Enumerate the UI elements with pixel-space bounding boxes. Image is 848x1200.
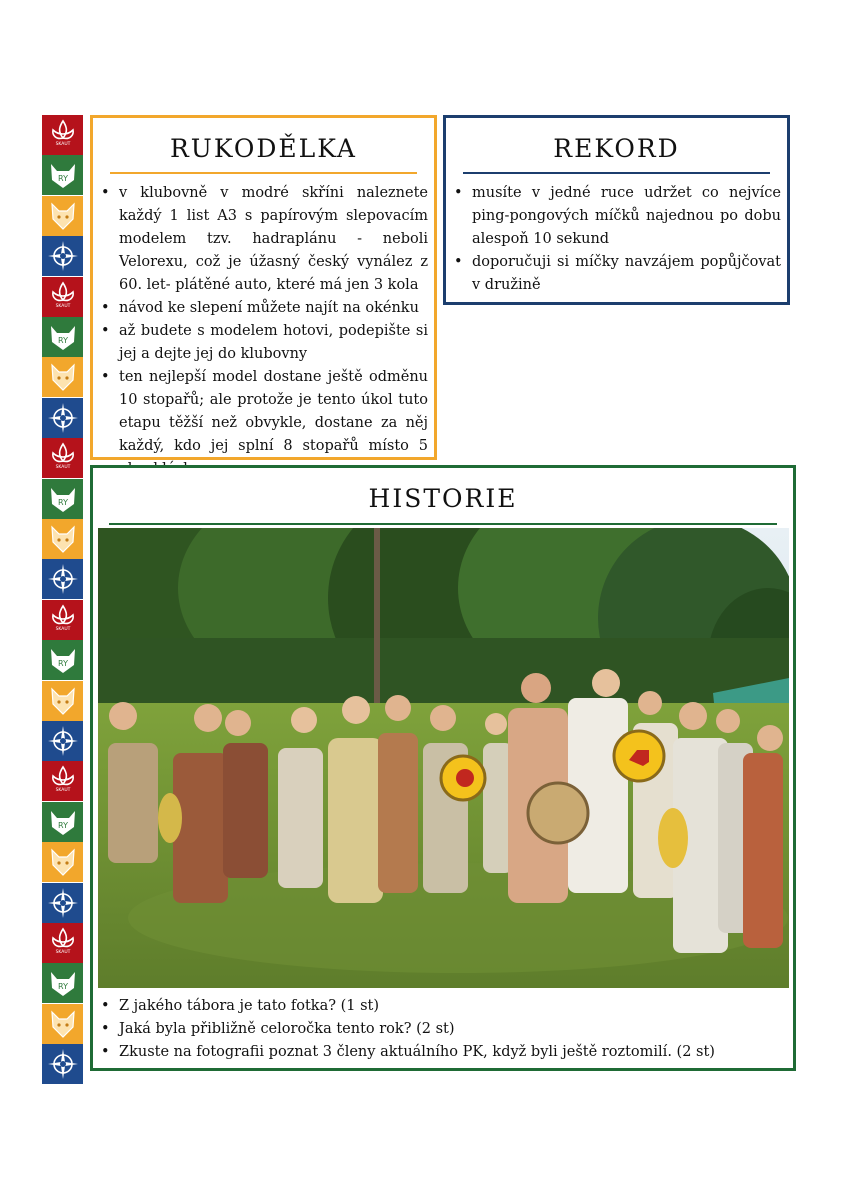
lily-icon bbox=[46, 764, 80, 798]
stripe-tile bbox=[42, 479, 83, 519]
stripe-tile bbox=[42, 721, 83, 761]
compass-icon bbox=[46, 886, 80, 920]
stripe-tile bbox=[42, 1004, 83, 1044]
svg-text:RY: RY bbox=[57, 659, 68, 669]
fox-icon bbox=[46, 845, 80, 879]
svg-text:SKAUT: SKAUT bbox=[55, 303, 70, 309]
historie-divider bbox=[109, 523, 777, 525]
stripe-tile bbox=[42, 761, 83, 801]
svg-text:SKAUT: SKAUT bbox=[55, 788, 70, 794]
compass-icon bbox=[46, 1047, 80, 1081]
lynx-icon bbox=[46, 158, 80, 192]
stripe-tile bbox=[42, 842, 83, 882]
historie-questions bbox=[97, 995, 787, 1064]
lynx-icon bbox=[46, 966, 80, 1000]
stripe-tile bbox=[42, 600, 83, 640]
fox-icon bbox=[46, 360, 80, 394]
rukodelka-item: • v klubovně v modré skříni naleznete každý 1 list A3 s papírovým slepovacím modelem tzv. hadraplánu - neboli Velorexu, což je úžasný český vynález z 60. let- plátěné auto, které má jen 3 kola bbox=[97, 182, 428, 297]
svg-text:RY: RY bbox=[57, 982, 68, 992]
svg-text:RY: RY bbox=[57, 336, 68, 345]
rekord-section bbox=[443, 115, 790, 305]
lily-icon bbox=[46, 926, 80, 960]
lynx-icon bbox=[46, 805, 80, 839]
historie-question: • Zkuste na fotografii poznat 3 členy aktuálního PK, když byli ještě roztomilí. (2 st) bbox=[97, 1041, 787, 1064]
fox-icon bbox=[46, 1007, 80, 1041]
stripe-tile bbox=[42, 802, 83, 842]
stripe-tile bbox=[42, 883, 83, 923]
rekord-item: • musíte v jedné ruce udržet co nejvíce ping-pongových míčků najednou po dobu alespoň 10 sekund bbox=[450, 182, 781, 251]
svg-text:RY: RY bbox=[57, 820, 68, 830]
fox-icon bbox=[46, 684, 80, 718]
stripe-tile bbox=[42, 115, 83, 155]
fox-icon bbox=[46, 522, 80, 556]
svg-text:RY: RY bbox=[57, 174, 68, 184]
stripe-tile bbox=[42, 196, 83, 236]
stripe-tile bbox=[42, 277, 83, 317]
compass-icon bbox=[46, 562, 80, 596]
rekord-divider bbox=[463, 172, 770, 174]
compass-icon bbox=[46, 401, 80, 435]
svg-text:SKAUT: SKAUT bbox=[55, 465, 70, 471]
rukodelka-item: • ten nejlepší model dostane ještě odměnu 10 stopařů; ale protože je tento úkol tuto etapu těžší než obvykle, dostane za něj každý, kdo jej splní 8 stopařů místo 5 bbox=[97, 366, 428, 481]
rukodelka-divider bbox=[110, 172, 417, 174]
rukodelka-list bbox=[97, 182, 428, 481]
camp-photo bbox=[98, 528, 789, 988]
stripe-tile bbox=[42, 963, 83, 1003]
svg-text:SKAUT: SKAUT bbox=[55, 142, 70, 147]
svg-text:SKAUT: SKAUT bbox=[55, 950, 70, 955]
historie-title: HISTORIE bbox=[368, 484, 518, 513]
stripe-tile bbox=[42, 681, 83, 721]
stripe-tile bbox=[42, 155, 83, 195]
rekord-title: REKORD bbox=[553, 134, 680, 163]
camp-photo-illustration bbox=[98, 528, 789, 988]
stripe-tile bbox=[42, 519, 83, 559]
compass-icon bbox=[46, 239, 80, 273]
stripe-tile bbox=[42, 438, 83, 478]
rukodelka-title: RUKODĚLKA bbox=[169, 134, 357, 163]
stripe-tile bbox=[42, 317, 83, 357]
stripe-tile bbox=[42, 640, 83, 680]
rukodelka-item: • až budete s modelem hotovi, podepište si jej a dejte jej do klubovny bbox=[97, 320, 428, 366]
lily-icon bbox=[46, 441, 80, 475]
rukodelka-item: • návod ke slepení můžete najít na okénku bbox=[97, 297, 428, 320]
rukodelka-section bbox=[90, 115, 437, 460]
compass-icon bbox=[46, 724, 80, 758]
svg-text:SKAUT: SKAUT bbox=[55, 626, 70, 632]
stripe-tile bbox=[42, 559, 83, 599]
rekord-item: • doporučuji si míčky navzájem popůjčovat v družině bbox=[450, 251, 781, 297]
lynx-icon bbox=[46, 643, 80, 677]
stripe-tile bbox=[42, 398, 83, 438]
lily-icon bbox=[46, 603, 80, 637]
stripe-tile bbox=[42, 236, 83, 276]
lynx-icon bbox=[46, 320, 80, 354]
historie-question: • Jaká byla přibližně celoročka tento rok? (2 st) bbox=[97, 1018, 787, 1041]
stripe-tile bbox=[42, 923, 83, 963]
lily-icon bbox=[46, 118, 80, 152]
stripe-tile bbox=[42, 1044, 83, 1084]
decorative-stripe bbox=[42, 115, 83, 1085]
rekord-list bbox=[450, 182, 781, 297]
fox-icon bbox=[46, 199, 80, 233]
stripe-tile bbox=[42, 357, 83, 397]
svg-text:RY: RY bbox=[57, 497, 68, 507]
lynx-icon bbox=[46, 482, 80, 516]
lily-icon bbox=[46, 280, 80, 314]
historie-question: • Z jakého tábora je tato fotka? (1 st) bbox=[97, 995, 787, 1018]
